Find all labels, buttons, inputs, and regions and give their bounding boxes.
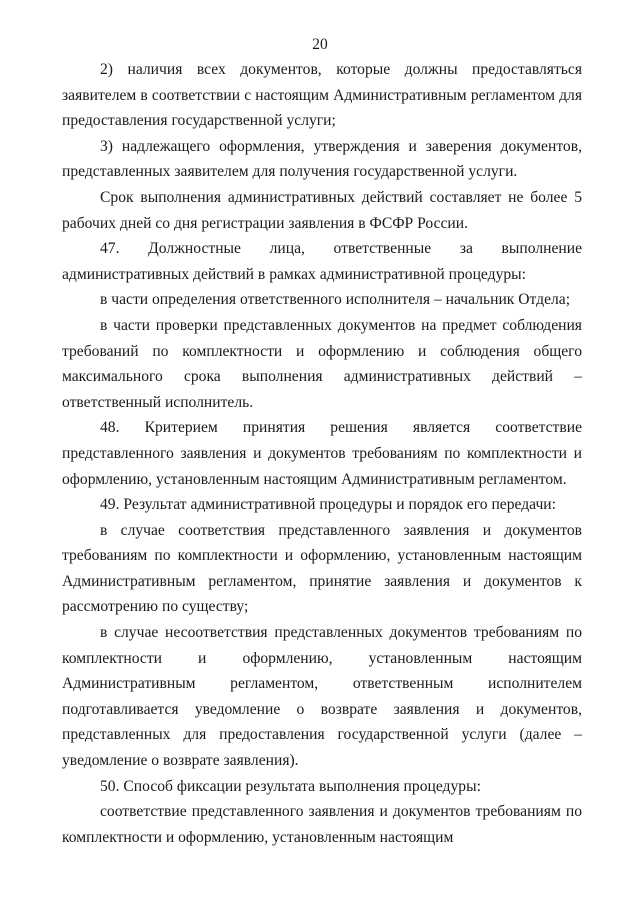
paragraph-fixation: соответствие представленного заявления и документов требованиям по комплектности и оформлению, установленным настоящим <box>62 803 582 846</box>
paragraph-deadline: Срок выполнения административных действий составляет не более 5 рабочих дней со дня регистрации заявления в ФСФР России. <box>62 188 582 232</box>
document-body <box>62 57 582 850</box>
paragraph-compliance-case: в случае соответствия представленного заявления и документов требованиям по комплектности и оформлению, установленным настоящим Административным регламентом, принятие заявления и документов к рассмотрению по существу; <box>62 521 582 616</box>
page-number: 20 <box>312 36 328 53</box>
paragraph-responsible-head: в части определения ответственного исполнителя – начальник Отдела; <box>100 291 571 309</box>
paragraph-48: 48. Критерием принятия решения является соответствие представленного заявления и документов требованиям по комплектности и оформлению, установленным настоящим Административным регламентом. <box>62 419 582 488</box>
paragraph-item-3: 3) надлежащего оформления, утверждения и заверения документов, представленных заявителем для получения государственной услуги. <box>62 137 582 181</box>
paragraph-item-2: 2) наличия всех документов, которые должны предоставляться заявителем в соответствии с настоящим Административным регламентом для предоставления государственной услуги; <box>62 61 582 130</box>
paragraph-noncompliance-case: в случае несоответствия представленных документов требованиям по комплектности и оформлению, установленным настоящим Административным регламентом, ответственным исполнителем подготавливается уведомление о возврате заявления и документов, представленных для предоставления государственной услуги (далее – уведомление о возврате заявления). <box>62 624 582 770</box>
paragraph-49: 49. Результат административной процедуры и порядок его передачи: <box>100 496 556 514</box>
paragraph-47: 47. Должностные лица, ответственные за выполнение административных действий в рамках административной процедуры: <box>62 240 582 283</box>
paragraph-50: 50. Способ фиксации результата выполнения процедуры: <box>100 777 481 795</box>
paragraph-responsible-executor: в части проверки представленных документов на предмет соблюдения требований по комплектности и оформлению и соблюдения общего максимального срока выполнения административных действий – ответственный исполнитель. <box>62 316 582 411</box>
